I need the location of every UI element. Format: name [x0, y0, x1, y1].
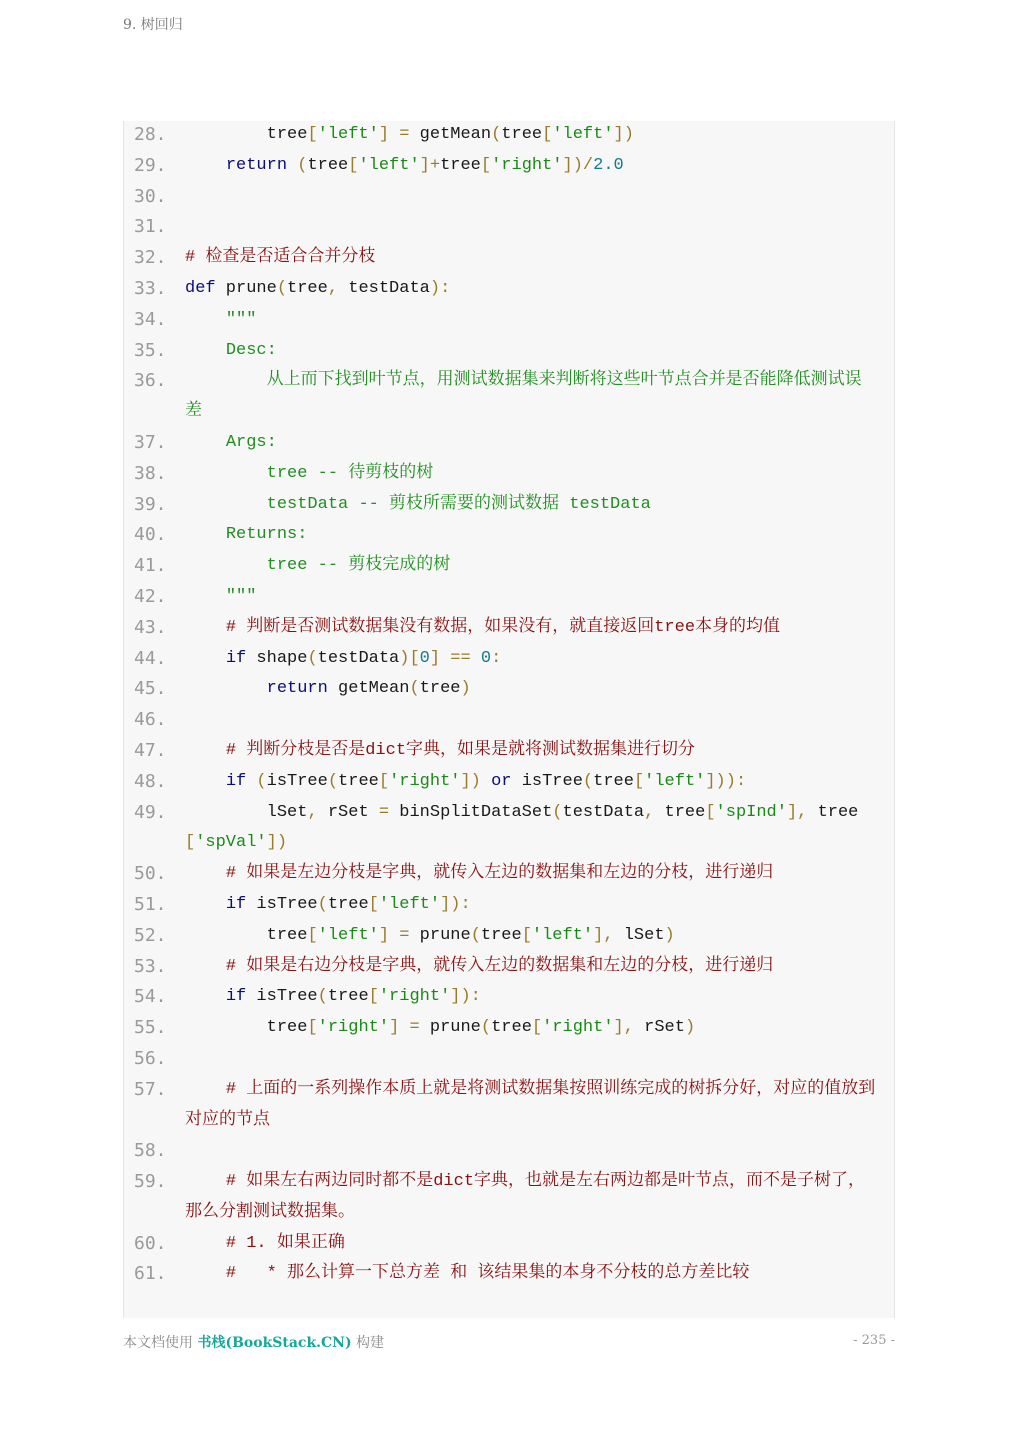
code-token-punct: [ — [531, 1018, 543, 1038]
code-line — [124, 459, 894, 490]
code-token-string: 'spVal' — [195, 833, 267, 853]
code-text — [185, 644, 876, 675]
line-number: 61. — [134, 1263, 167, 1285]
code-token-plain: isTree — [246, 894, 318, 914]
code-line — [124, 644, 894, 675]
code-token-punct: , — [327, 278, 349, 298]
code-token-number: 2.0 — [593, 155, 624, 175]
code-token-punct: ] = — [378, 925, 420, 945]
code-text — [185, 1229, 876, 1260]
code-token-plain: tree — [419, 679, 461, 699]
code-token-punct: ], — [786, 802, 818, 822]
code-token-plain: tree — [817, 802, 859, 822]
line-number: 50. — [134, 863, 167, 885]
code-token-string: 'right' — [542, 1018, 614, 1038]
code-token-plain: tree — [307, 155, 349, 175]
code-token-punct: ( — [317, 987, 328, 1007]
code-text — [185, 1013, 876, 1044]
code-token-plain: tree — [185, 125, 308, 144]
code-line — [124, 705, 894, 736]
code-line — [124, 982, 894, 1013]
code-token-punct: ): — [429, 278, 451, 298]
code-token-comment: # 如果是右边分枝是字典，就传入左边的数据集和左边的分枝，进行递归 — [225, 956, 774, 976]
code-text — [185, 674, 876, 705]
code-token-comment: # 检查是否适合合并分枝 — [185, 248, 376, 268]
code-text — [185, 859, 876, 890]
code-token-punct: ( — [480, 1018, 492, 1038]
code-token-doc: """ — [185, 586, 257, 606]
code-token-plain: shape — [246, 648, 308, 668]
line-number: 54. — [134, 986, 167, 1008]
code-text — [185, 366, 876, 428]
code-token-string: 'left' — [552, 125, 614, 144]
code-token-plain: tree — [185, 925, 308, 945]
code-token-plain — [185, 679, 267, 698]
code-token-punct: [ — [185, 833, 196, 853]
code-text — [185, 551, 876, 582]
line-number: 28. — [134, 124, 167, 145]
code-token-plain — [185, 987, 226, 1006]
line-number: 51. — [134, 893, 167, 915]
code-token-plain: isTree — [246, 987, 318, 1007]
code-text — [185, 890, 876, 921]
code-text — [185, 490, 876, 521]
code-token-punct: ( — [491, 125, 502, 144]
line-number: 34. — [134, 308, 167, 330]
code-token-plain: getMean — [419, 125, 492, 144]
code-block — [123, 121, 895, 1318]
code-token-plain — [185, 618, 226, 637]
code-token-comment: # 上面的一系列操作本质上就是将测试数据集按照训练完成的树拆分好，对应的值放到对应的节点 — [185, 1079, 876, 1130]
code-line — [124, 520, 894, 551]
code-text — [185, 921, 876, 952]
code-token-plain — [185, 741, 226, 760]
code-line — [124, 305, 894, 336]
code-token-keyword: or — [491, 771, 512, 791]
code-token-punct: [ — [378, 771, 390, 791]
code-token-plain — [287, 156, 297, 175]
line-number: 47. — [134, 739, 167, 761]
code-text — [185, 243, 876, 274]
code-text — [185, 212, 876, 243]
code-token-plain: testData — [348, 278, 430, 298]
code-token-keyword: return — [266, 679, 328, 699]
line-number: 44. — [134, 647, 167, 669]
code-token-string: 'right' — [317, 1018, 390, 1038]
code-token-comment: # 判断分枝是否是dict字典，如果是就将测试数据集进行切分 — [225, 740, 696, 760]
code-token-punct: : — [491, 648, 502, 668]
code-line — [124, 767, 894, 798]
code-token-string: 'right' — [378, 987, 451, 1007]
code-line — [124, 1044, 894, 1075]
code-token-plain: tree — [664, 802, 706, 822]
code-token-punct: )[ — [399, 648, 420, 668]
code-token-string: 'right' — [491, 155, 563, 175]
code-token-keyword: if — [225, 987, 247, 1007]
footer-credit — [123, 1332, 384, 1352]
code-token-doc: Desc: — [185, 340, 277, 360]
code-token-punct: ( — [582, 771, 594, 791]
code-token-punct: ( — [307, 648, 318, 668]
code-token-number: 0 — [480, 648, 492, 668]
code-line — [124, 1167, 894, 1229]
code-token-plain — [185, 1234, 226, 1253]
code-token-comment: # 如果左右两边同时都不是dict字典，也就是左右两边都是叶节点，而不是子树了，那么分割测试数据集。 — [185, 1172, 866, 1222]
code-line — [124, 1075, 894, 1137]
line-number: 45. — [134, 678, 167, 700]
code-token-string: 'left' — [644, 771, 706, 791]
code-token-plain: tree — [501, 125, 543, 144]
code-token-punct: = — [378, 802, 400, 822]
code-token-doc: Returns: — [185, 525, 308, 545]
line-number: 40. — [134, 524, 167, 546]
code-text — [185, 952, 876, 983]
code-token-doc: Args: — [185, 432, 277, 452]
code-token-punct: ])/ — [562, 155, 594, 175]
code-token-plain: lSet — [185, 802, 308, 822]
code-line — [124, 1229, 894, 1260]
line-number: 55. — [134, 1017, 167, 1039]
line-number: 29. — [134, 154, 167, 176]
code-line — [124, 736, 894, 767]
code-token-plain: prune — [215, 278, 277, 298]
code-token-plain — [185, 895, 226, 914]
code-line — [124, 428, 894, 459]
code-token-doc: tree -- 剪枝完成的树 — [185, 556, 451, 576]
line-number: 42. — [134, 585, 167, 607]
code-line — [124, 274, 894, 305]
code-token-plain — [185, 1172, 226, 1191]
code-token-punct: ])): — [705, 771, 747, 791]
code-line — [124, 243, 894, 274]
code-token-string: 'left' — [378, 894, 441, 914]
code-token-plain: isTree — [511, 771, 583, 791]
code-text — [185, 767, 876, 798]
code-token-keyword: if — [225, 771, 247, 791]
footer-prefix: 本文档使用 — [123, 1335, 198, 1351]
code-token-punct: ], — [613, 1018, 645, 1038]
code-token-punct: [ — [348, 155, 359, 175]
code-token-comment: # 判断是否测试数据集没有数据，如果没有，就直接返回tree本身的均值 — [225, 617, 781, 637]
code-token-punct: ]): — [450, 987, 481, 1007]
code-token-comment: # * 那么计算一下总方差 和 该结果集的本身不分枝的总方差比较 — [225, 1264, 750, 1284]
code-text — [185, 1167, 876, 1229]
code-token-punct: ( — [470, 925, 481, 945]
code-text — [185, 121, 876, 151]
code-text — [185, 336, 876, 367]
code-token-punct: [ — [368, 894, 379, 914]
code-token-punct: ]) — [460, 771, 492, 791]
code-text — [185, 151, 876, 182]
code-line — [124, 952, 894, 983]
code-token-plain: testData — [562, 802, 645, 822]
code-token-plain: getMean — [327, 679, 410, 699]
code-text — [185, 982, 876, 1013]
code-token-punct: ( — [317, 894, 328, 914]
code-token-punct: [ — [307, 1018, 318, 1038]
code-line — [124, 1013, 894, 1044]
footer-suffix: 构建 — [351, 1335, 385, 1351]
code-token-plain: lSet — [623, 925, 665, 945]
line-number: 59. — [134, 1171, 167, 1193]
code-line — [124, 674, 894, 705]
line-number: 49. — [134, 801, 167, 823]
code-token-punct: ( — [276, 278, 288, 298]
code-token-punct: ( — [552, 802, 563, 822]
line-number: 56. — [134, 1047, 167, 1069]
code-text — [185, 1136, 876, 1167]
code-token-punct: ]): — [440, 894, 471, 914]
code-token-punct: [ — [705, 802, 716, 822]
code-line — [124, 336, 894, 367]
line-number: 38. — [134, 462, 167, 484]
code-line — [124, 582, 894, 613]
line-number: 32. — [134, 247, 167, 269]
code-line — [124, 212, 894, 243]
code-token-plain — [185, 1264, 226, 1283]
code-line — [124, 798, 894, 860]
line-number: 48. — [134, 770, 167, 792]
code-token-plain: tree — [287, 278, 328, 298]
line-number: 41. — [134, 555, 167, 577]
code-token-plain: tree — [185, 1018, 308, 1038]
code-token-plain: rSet — [644, 1018, 685, 1038]
code-token-punct: , — [644, 802, 665, 822]
code-token-plain — [185, 156, 226, 175]
code-text — [185, 1259, 876, 1290]
code-token-plain: tree — [440, 155, 481, 175]
code-line — [124, 1259, 894, 1290]
code-token-punct: ) — [664, 925, 675, 945]
code-text — [185, 182, 876, 213]
code-token-punct: ] = — [389, 1018, 430, 1038]
line-number: 57. — [134, 1078, 167, 1100]
line-number: 53. — [134, 955, 167, 977]
code-text — [185, 613, 876, 644]
line-number: 58. — [134, 1140, 167, 1162]
code-token-keyword: def — [185, 278, 216, 298]
code-token-punct: , — [307, 802, 328, 822]
code-text — [185, 582, 876, 613]
code-token-plain — [185, 957, 226, 976]
code-token-punct: ], — [593, 925, 624, 945]
code-text — [185, 705, 876, 736]
code-line — [124, 182, 894, 213]
code-token-punct: [ — [480, 155, 492, 175]
code-token-plain: tree — [491, 1018, 532, 1038]
code-token-punct: ) — [460, 679, 471, 699]
line-number: 36. — [134, 370, 167, 392]
code-token-punct: ( — [327, 771, 339, 791]
code-line — [124, 859, 894, 890]
code-text — [185, 305, 876, 336]
line-number: 39. — [134, 493, 167, 515]
code-token-comment: # 如果是左边分枝是字典，就传入左边的数据集和左边的分枝，进行递归 — [225, 864, 774, 884]
code-line — [124, 1136, 894, 1167]
code-token-plain: tree — [327, 894, 369, 914]
code-token-punct: ]) — [266, 833, 288, 853]
code-token-punct: ] = — [378, 125, 420, 144]
line-number: 31. — [134, 216, 167, 238]
code-token-punct: [ — [633, 771, 645, 791]
code-token-string: 'left' — [358, 155, 420, 175]
code-line — [124, 613, 894, 644]
line-number: 33. — [134, 277, 167, 299]
code-token-string: 'left' — [317, 925, 379, 945]
code-token-punct: [ — [368, 987, 379, 1007]
code-token-doc: tree -- 待剪枝的树 — [185, 463, 434, 483]
code-line — [124, 121, 894, 151]
code-token-keyword: if — [225, 648, 247, 668]
code-token-punct: [ — [542, 125, 553, 144]
code-token-plain — [246, 772, 256, 791]
code-token-punct: ( — [297, 155, 308, 175]
code-token-plain: isTree — [266, 771, 328, 791]
code-token-plain: rSet — [327, 802, 379, 822]
code-token-punct: [ — [307, 125, 318, 144]
code-text — [185, 1044, 876, 1075]
code-line — [124, 551, 894, 582]
code-token-punct: ( — [409, 679, 420, 699]
code-token-number: 0 — [419, 648, 430, 668]
code-token-plain: prune — [429, 1018, 481, 1038]
line-number: 43. — [134, 616, 167, 638]
code-token-comment: # 1. 如果正确 — [225, 1233, 345, 1253]
code-text — [185, 459, 876, 490]
bookstack-link[interactable]: 书栈(BookStack.CN) — [197, 1335, 352, 1351]
code-token-punct: ) — [684, 1018, 696, 1038]
code-token-plain: testData — [317, 648, 400, 668]
line-number: 60. — [134, 1232, 167, 1254]
code-token-punct: [ — [521, 925, 532, 945]
code-token-punct: ( — [256, 771, 267, 791]
line-number: 35. — [134, 339, 167, 361]
code-text — [185, 736, 876, 767]
code-token-plain: binSplitDataSet — [399, 802, 553, 822]
code-token-punct: ] == — [429, 648, 481, 668]
code-line — [124, 921, 894, 952]
line-number: 52. — [134, 924, 167, 946]
line-number: 46. — [134, 709, 167, 731]
code-token-punct: ]+ — [419, 155, 441, 175]
code-token-doc: testData -- 剪枝所需要的测试数据 testData — [185, 494, 651, 514]
code-token-string: 'left' — [317, 125, 379, 144]
code-text — [185, 1075, 876, 1137]
code-text — [185, 798, 876, 860]
code-line — [124, 490, 894, 521]
code-token-keyword: return — [225, 155, 288, 175]
line-number: 37. — [134, 431, 167, 453]
code-line — [124, 151, 894, 182]
code-token-plain: tree — [480, 925, 522, 945]
code-token-punct: ]) — [613, 125, 634, 144]
code-token-string: 'right' — [389, 771, 461, 791]
chapter-header: 9. 树回归 — [123, 17, 183, 33]
code-token-doc: 从上而下找到叶节点，用测试数据集来判断将这些叶节点合并是否能降低测试误差 — [185, 371, 862, 422]
code-token-plain: prune — [419, 925, 471, 945]
code-text — [185, 428, 876, 459]
code-line — [124, 890, 894, 921]
code-token-plain — [185, 864, 226, 883]
code-token-plain — [185, 772, 226, 791]
code-token-string: 'left' — [531, 925, 594, 945]
code-token-plain — [185, 1080, 226, 1099]
code-token-doc: """ — [185, 309, 257, 329]
code-token-punct: [ — [307, 925, 318, 945]
code-token-string: 'spInd' — [715, 802, 787, 822]
code-token-plain: tree — [593, 771, 634, 791]
page-number: - 235 - — [853, 1333, 895, 1348]
code-token-plain: tree — [327, 987, 369, 1007]
code-token-plain: tree — [338, 771, 379, 791]
code-token-keyword: if — [225, 894, 247, 914]
line-number: 30. — [134, 185, 167, 207]
code-text — [185, 274, 876, 305]
code-line — [124, 366, 894, 428]
code-token-plain — [185, 649, 226, 668]
code-text — [185, 520, 876, 551]
